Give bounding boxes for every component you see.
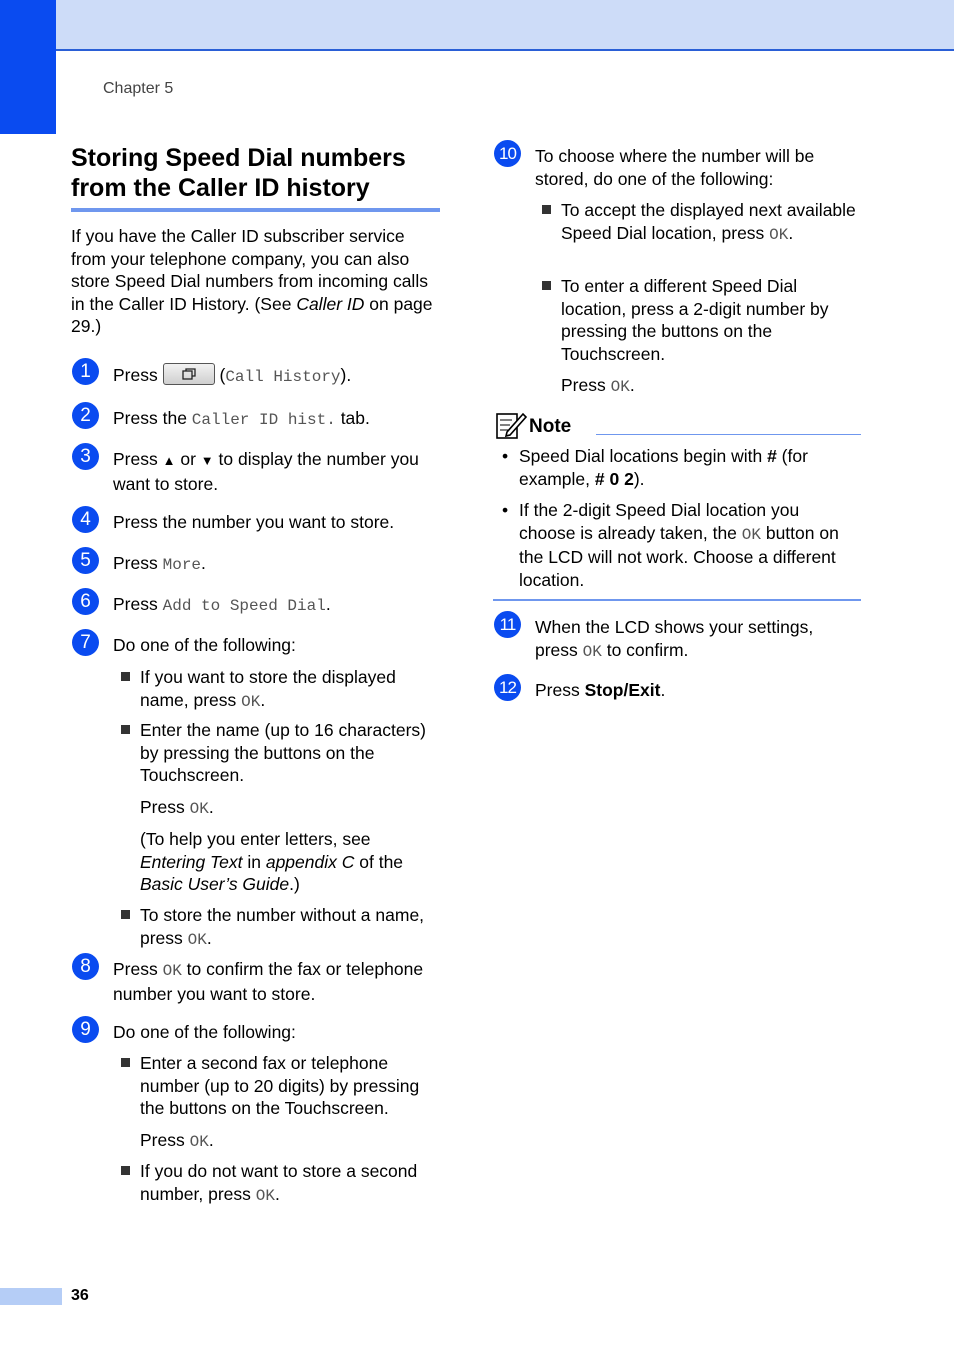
call-history-button-icon (163, 363, 215, 385)
chapter-label: Chapter 5 (103, 80, 174, 97)
step-7-option-2: Enter the name (up to 16 characters) by pressing the buttons on the Touchscreen. (140, 719, 442, 787)
step-number: 6 (72, 588, 99, 615)
step-1-text: Press (Call History). (113, 365, 352, 386)
note-item-2: • If the 2-digit Speed Dial location you choose is already taken, the OK button on the LCD will not work. Choose a different location. (502, 500, 839, 590)
note-rule (596, 434, 861, 435)
note-bottom-rule (493, 599, 861, 601)
step-4-text: Press the number you want to store. (113, 512, 395, 532)
step-10-text: To choose where the number will be stored, do one of the following: (535, 146, 815, 189)
intro-reference: Caller ID (296, 293, 365, 314)
step-number: 8 (72, 953, 99, 980)
note-pencil-icon (495, 410, 527, 440)
step-10-press-ok: Press OK. (561, 375, 635, 396)
step-number: 2 (72, 402, 99, 429)
step-number: 5 (72, 547, 99, 574)
step-8-text: Press OK to confirm the fax or telephone number you want to store. (113, 959, 424, 1004)
step-number: 3 (72, 443, 99, 470)
step-10-option-2: To enter a different Speed Dial location, press a 2-digit number by pressing the buttons on the Touchscreen. (561, 275, 857, 365)
title-rule (71, 208, 440, 212)
step-3-text: Press ▲ or ▼ to display the number you want to store. (113, 449, 419, 494)
step-5-text: Press More. (113, 553, 206, 574)
step-number: 4 (72, 506, 99, 533)
intro-text: If you have the Caller ID subscriber service from your telephone company, you can also store Speed Dial numbers from incoming calls in the Caller ID History. (See (71, 226, 428, 314)
up-arrow-icon: ▲ (162, 453, 176, 468)
section-title: Storing Speed Dial numbers from the Caller ID history (71, 144, 406, 202)
step-7-option-3: To store the number without a name, press OK. (140, 904, 442, 951)
step-6-text: Press Add to Speed Dial. (113, 594, 331, 615)
intro-text-end: on page 29.) (71, 293, 433, 336)
step-10-option-1: To accept the displayed next available Speed Dial location, press OK. (561, 199, 861, 246)
note-label: Note (529, 416, 572, 437)
chapter-tab (0, 0, 56, 134)
step-7-press-ok: Press OK. (140, 797, 214, 818)
step-number: 7 (72, 629, 99, 656)
header-band (0, 0, 954, 51)
step-9-text: Do one of the following: (113, 1022, 296, 1042)
step-9-press-ok: Press OK. (140, 1130, 214, 1151)
step-7-help-note: (To help you enter letters, see Entering Text in appendix C of the Basic User’s Guide.) (140, 829, 404, 894)
down-arrow-icon: ▼ (200, 453, 214, 468)
footer-bar (0, 1288, 62, 1305)
page-number: 36 (71, 1287, 89, 1304)
note-item-1: • Speed Dial locations begin with # (for example, # 0 2). (502, 446, 808, 489)
step-9-option-2: If you do not want to store a second number, press OK. (140, 1160, 442, 1207)
step-7-option-1: If you want to store the displayed name, press OK. (140, 666, 440, 713)
step-number: 11 (494, 611, 521, 638)
step-2-text: Press the Caller ID hist. tab. (113, 408, 370, 429)
step-number: 9 (72, 1016, 99, 1043)
step-number: 10 (494, 140, 521, 167)
step-9-option-1: Enter a second fax or telephone number (up to 20 digits) by pressing the buttons on the Touchscreen. (140, 1052, 442, 1120)
step-11-text: When the LCD shows your settings, press OK to confirm. (535, 617, 814, 661)
step-number: 1 (72, 358, 99, 385)
step-12-text: Press Stop/Exit. (535, 680, 666, 700)
intro-paragraph (71, 225, 441, 338)
step-7-text: Do one of the following: (113, 635, 296, 655)
step-number: 12 (494, 674, 521, 701)
